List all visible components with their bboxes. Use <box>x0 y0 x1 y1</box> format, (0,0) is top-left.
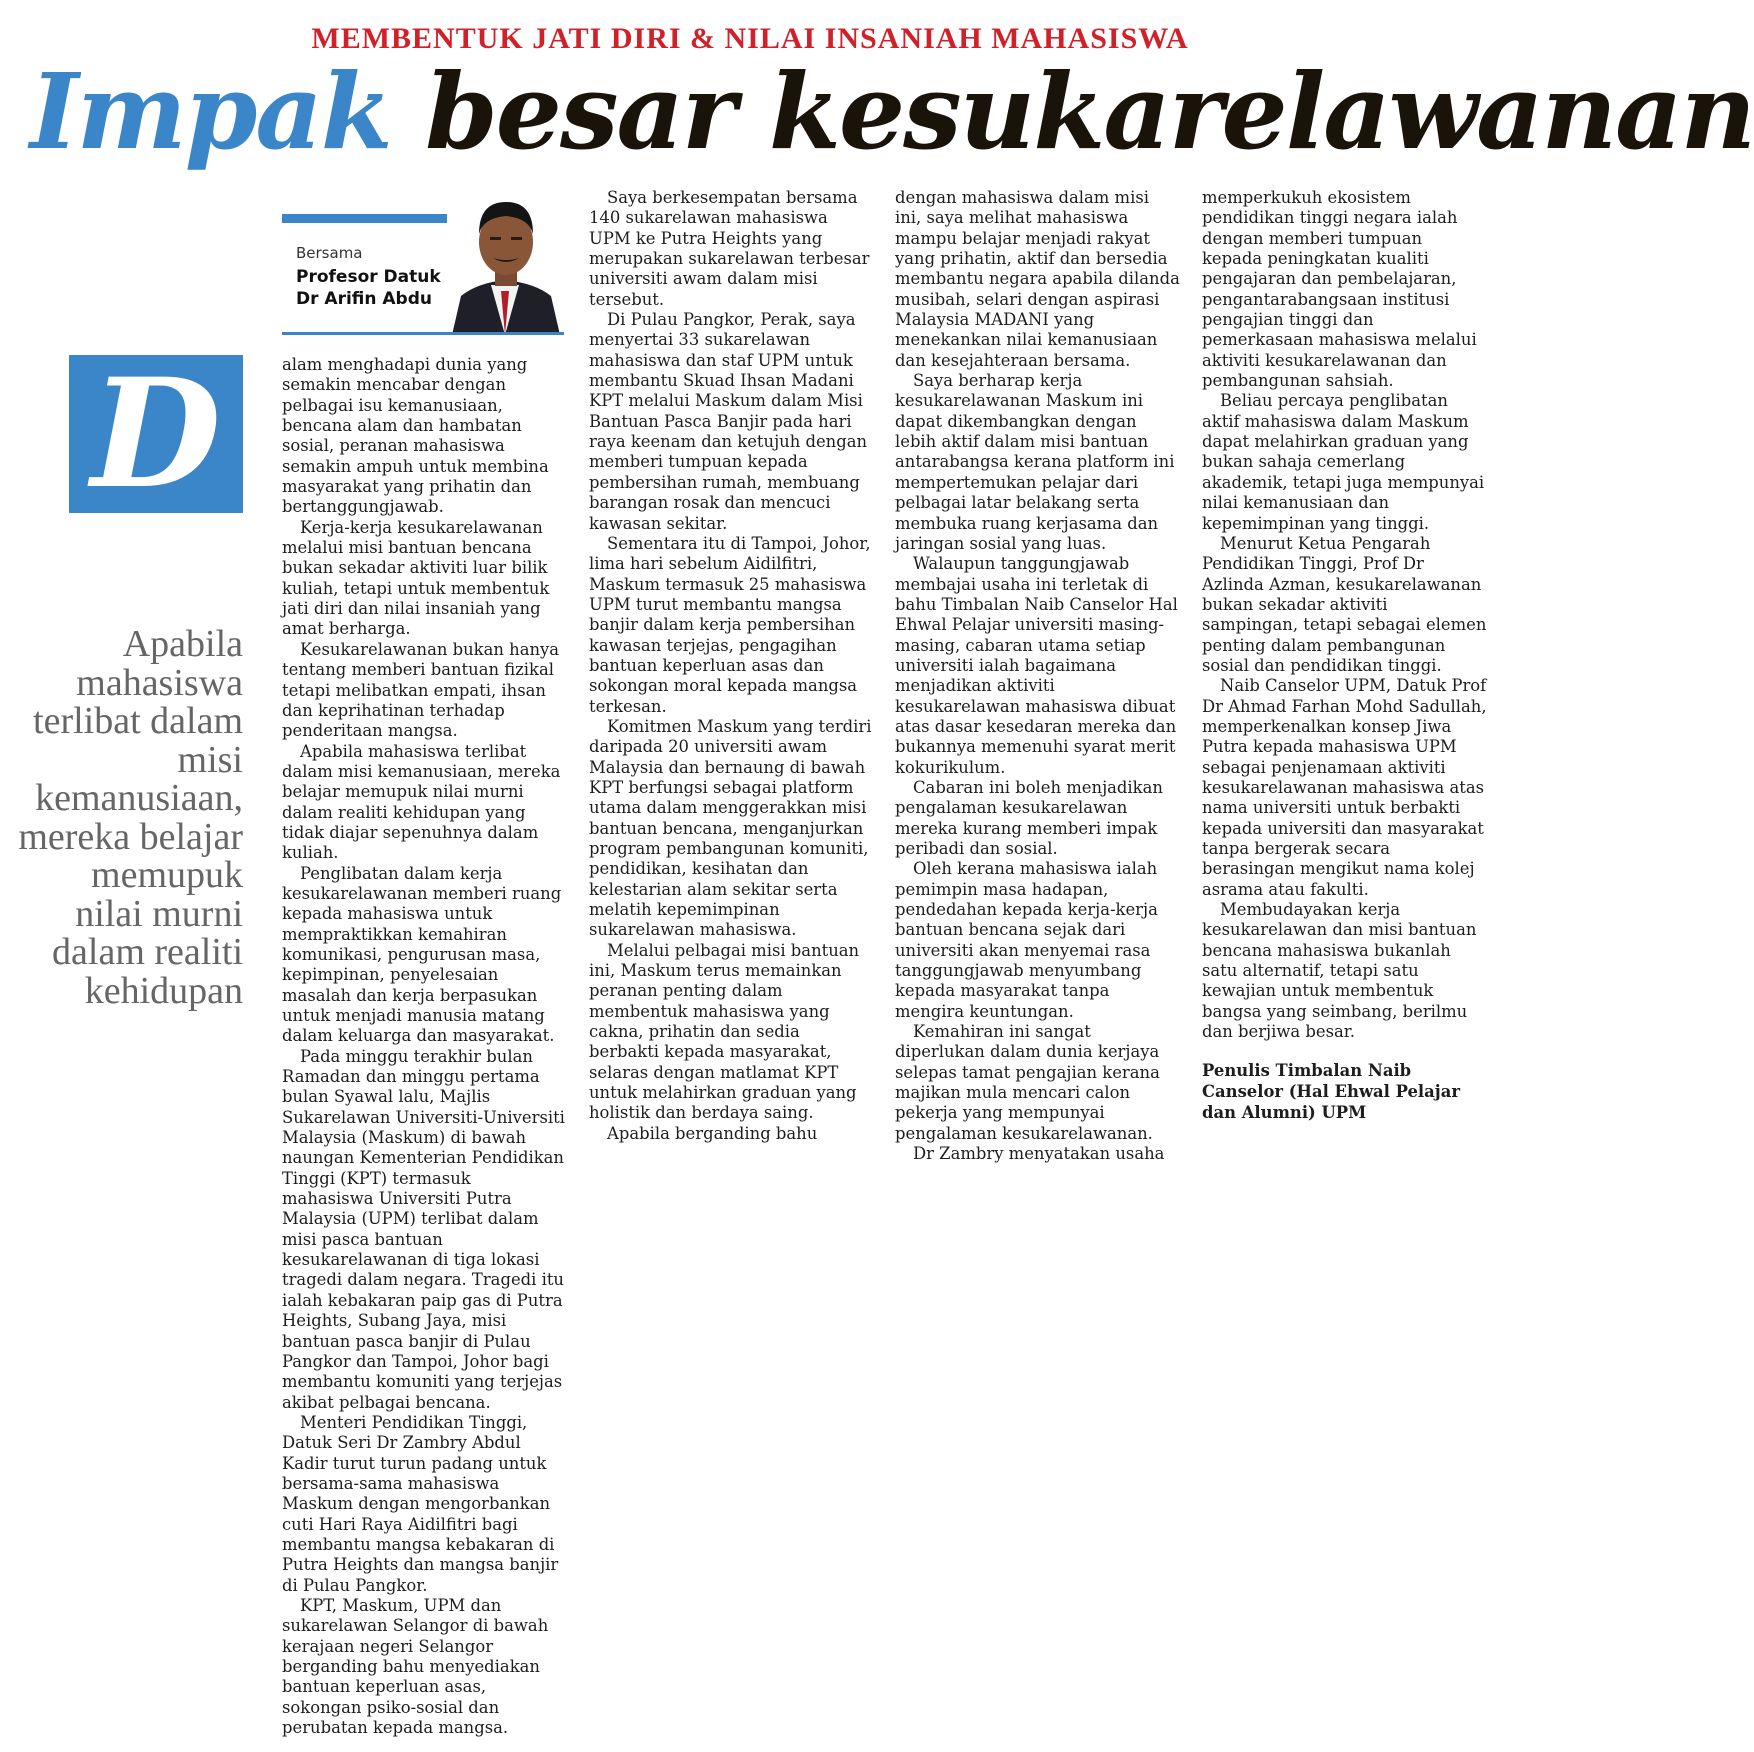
byline-bottom-rule <box>282 332 564 335</box>
section-kicker: MEMBENTUK JATI DIRI & NILAI INSANIAH MAHASISWA <box>311 22 1189 55</box>
paragraph: Cabaran ini boleh menjadikan pengalaman kesukarelawan mereka kurang memberi impak peribadi dan sosial. <box>895 777 1163 858</box>
author-note: Penulis Timbalan Naib Canselor (Hal Ehwal Pelajar dan Alumni) UPM <box>1202 1061 1460 1123</box>
byline-box <box>282 210 564 335</box>
paragraph: Menurut Ketua Pengarah Pendidikan Tinggi, Prof Dr Azlinda Azman, kesukarelawanan bukan sekadar aktiviti sampingan, tetapi sebagai elemen penting dalam pembangunan sosial dan pendidikan tinggi. <box>1202 533 1487 675</box>
paragraph: dengan mahasiswa dalam misi ini, saya melihat mahasiswa mampu belajar menjadi rakyat yang prihatin, aktif dan bersedia membantu negara apabila dilanda musibah, selari dengan aspirasi Malaysia MADANI yang menekankan nilai kemanusiaan dan kesejahteraan bersama. <box>895 188 1180 370</box>
paragraph: Saya berharap kerja kesukarelawanan Maskum ini dapat dikembangkan dengan lebih aktif dalam misi bantuan antarabangsa kerana platform ini mempertemukan pelajar dari pelbagai latar belakang serta membuka ruang kerjasama dan jaringan sosial yang luas. <box>895 371 1175 553</box>
paragraph: Penglibatan dalam kerja kesukarelawanan memberi ruang kepada mahasiswa untuk mempraktikkan kemahiran komunikasi, pengurusan masa, kepimpinan, penyelesaian masalah dan kerja berpasukan untuk menjadi manusia matang dalam keluarga dan masyarakat. <box>282 863 562 1046</box>
paragraph: Walaupun tanggungjawab membajai usaha ini terletak di bahu Timbalan Naib Canselor Hal Ehwal Pelajar universiti masing-masing, cabaran utama setiap universiti ialah bagaimana menjadikan aktiviti kesukarelawan mahasiswa dibuat atas dasar kesedaran mereka dan bukannya memenuhi syarat merit kokurikulum. <box>895 554 1178 777</box>
article-column-3 <box>895 188 1180 1165</box>
paragraph: Melalui pelbagai misi bantuan ini, Maskum terus memainkan peranan penting dalam membentuk mahasiswa yang cakna, prihatin dan sedia berbakti kepada masyarakat, selaras dengan matlamat KPT untuk melahirkan graduan yang holistik dan berdaya saing. <box>589 940 860 1123</box>
paragraph: Oleh kerana mahasiswa ialah pemimpin masa hadapan, pendedahan kepada kerja-kerja bantuan bencana sejak dari universiti akan menyemai rasa tanggungjawab menyumbang kepada masyarakat tanpa mengira keuntungan. <box>895 859 1158 1021</box>
paragraph: Kerja-kerja kesukarelawanan melalui misi bantuan bencana bukan sekadar aktiviti luar bilik kuliah, tetapi untuk membentuk jati diri dan nilai insaniah yang amat berharga. <box>282 517 550 639</box>
headline-part2: besar kesukarelawanan <box>425 50 1754 173</box>
paragraph: memperkukuh ekosistem pendidikan tinggi negara ialah dengan memberi tumpuan kepada peningkatan kualiti pengajaran dan pembelajaran, pengantarabangsaan institusi pengajian tinggi dan pemerkasaan mahasiswa melalui aktiviti kesukarelawanan dan pembangunan sahsiah. <box>1202 188 1477 391</box>
author-portrait <box>447 188 564 335</box>
paragraph: Kemahiran ini sangat diperlukan dalam dunia kerjaya selepas tamat pengajian kerana majikan mula mencari calon pekerja yang mempunyai pengalaman kesukarelawanan. <box>895 1022 1160 1143</box>
paragraph: Dr Zambry menyatakan usaha <box>913 1144 1165 1164</box>
paragraph: Apabila mahasiswa terlibat dalam misi kemanusiaan, mereka belajar memupuk nilai murni dalam realiti kehidupan yang tidak diajar sepenuhnya dalam kuliah. <box>282 741 561 863</box>
paragraph: Beliau percaya penglibatan aktif mahasiswa dalam Maskum dapat melahirkan graduan yang bukan sahaja cemerlang akademik, tetapi juga mempunyai nilai kemanusiaan dan kepemimpinan yang tinggi. <box>1202 391 1485 533</box>
paragraph: Kesukarelawanan bukan hanya tentang memberi bantuan fizikal tetapi melibatkan empati, ihsan dan keprihatinan terhadap penderitaan mangsa. <box>282 639 560 741</box>
paragraph: Di Pulau Pangkor, Perak, saya menyertai 33 sukarelawan mahasiswa dan staf UPM untuk membantu Skuad Ihsan Madani KPT melalui Maskum dalam Misi Bantuan Pasca Banjir pada hari raya keenam dan ketujuh dengan memberi tumpuan kepada pembersihan rumah, membuang barangan rosak dan mencuci kawasan sekitar. <box>589 310 868 533</box>
paragraph: Naib Canselor UPM, Datuk Prof Dr Ahmad Farhan Mohd Sadullah, memperkenalkan konsep Jiwa Putra kepada mahasiswa UPM sebagai penjenamaan aktiviti kesukarelawanan mahasiswa atas nama universiti untuk berbakti kepada universiti dan masyarakat tanpa bergerak secara berasingan mengikut nama kolej asrama atau fakulti. <box>1202 676 1487 899</box>
paragraph: alam menghadapi dunia yang semakin mencabar dengan pelbagai isu kemanusiaan, bencana alam dan hambatan sosial, peranan mahasiswa semakin ampuh untuk membina masyarakat yang prihatin dan bertanggungjawab. <box>282 355 549 517</box>
paragraph: Menteri Pendidikan Tinggi, Datuk Seri Dr Zambry Abdul Kadir turut turun padang untuk bersama-sama mahasiswa Maskum dengan mengorbankan cuti Hari Raya Aidilfitri bagi membantu mangsa kebakaran di Putra Heights dan mangsa banjir di Pulau Pangkor. <box>282 1412 559 1595</box>
headline <box>30 50 1754 173</box>
article-column-2 <box>589 188 874 1144</box>
paragraph: Apabila berganding bahu <box>607 1123 818 1143</box>
article-column-4 <box>1202 188 1487 1123</box>
paragraph: Komitmen Maskum yang terdiri daripada 20 universiti awam Malaysia dan bernaung di bawah KPT berfungsi sebagai platform utama dalam menggerakkan misi bantuan bencana, menganjurkan program pembangunan komuniti, pendidikan, kesihatan dan kelestarian alam sekitar serta melatih kepemimpinan sukarelawan mahasiswa. <box>589 716 872 940</box>
paragraph: Sementara itu di Tampoi, Johor, lima hari sebelum Aidilfitri, Maskum termasuk 25 mahasiswa UPM turut membantu mangsa banjir dalam kerja pembersihan kawasan terjejas, pengagihan bantuan keperluan asas dan sokongan moral kepada mangsa terkesan. <box>589 533 871 716</box>
drop-cap: D <box>69 355 243 513</box>
paragraph: KPT, Maskum, UPM dan sukarelawan Selangor di bawah kerajaan negeri Selangor berganding bahu menyediakan bantuan keperluan asas, sokongan psiko-sosial dan perubatan kepada mangsa. <box>282 1595 549 1738</box>
article-column-1 <box>282 355 567 1738</box>
byline-prefix: Bersama <box>296 244 363 262</box>
headline-part1: Impak <box>30 50 391 173</box>
paragraph: Membudayakan kerja kesukarelawan dan misi bantuan bencana mahasiswa bukanlah satu alternatif, tetapi satu kewajian untuk membentuk bangsa yang seimbang, berilmu dan berjiwa besar. <box>1202 900 1477 1042</box>
paragraph: Saya berkesempatan bersama 140 sukarelawan mahasiswa UPM ke Putra Heights yang merupakan sukarelawan terbesar universiti awam dalam misi tersebut. <box>589 188 870 309</box>
byline-author-name: Profesor Datuk Dr Arifin Abdu <box>296 267 441 309</box>
paragraph: Pada minggu terakhir bulan Ramadan dan minggu pertama bulan Syawal lalu, Majlis Sukarelawan Universiti-Universiti Malaysia (Maskum) di bawah naungan Kementerian Pendidikan Tinggi (KPT) termasuk mahasiswa Universiti Putra Malaysia (UPM) terlibat dalam misi pasca bantuan kesukarelawanan di tiga lokasi tragedi dalam negara. Tragedi itu ialah kebakaran paip gas di Putra Heights, Subang Jaya, misi bantuan pasca banjir di Pulau Pangkor dan Tampoi, Johor bagi membantu komuniti yang terjejas akibat pelbagai bencana. <box>282 1046 565 1412</box>
pull-quote: Apabila mahasiswa terlibat dalam misi kemanusiaan, mereka belajar memupuk nilai murni dalam realiti kehidupan <box>18 623 243 1012</box>
